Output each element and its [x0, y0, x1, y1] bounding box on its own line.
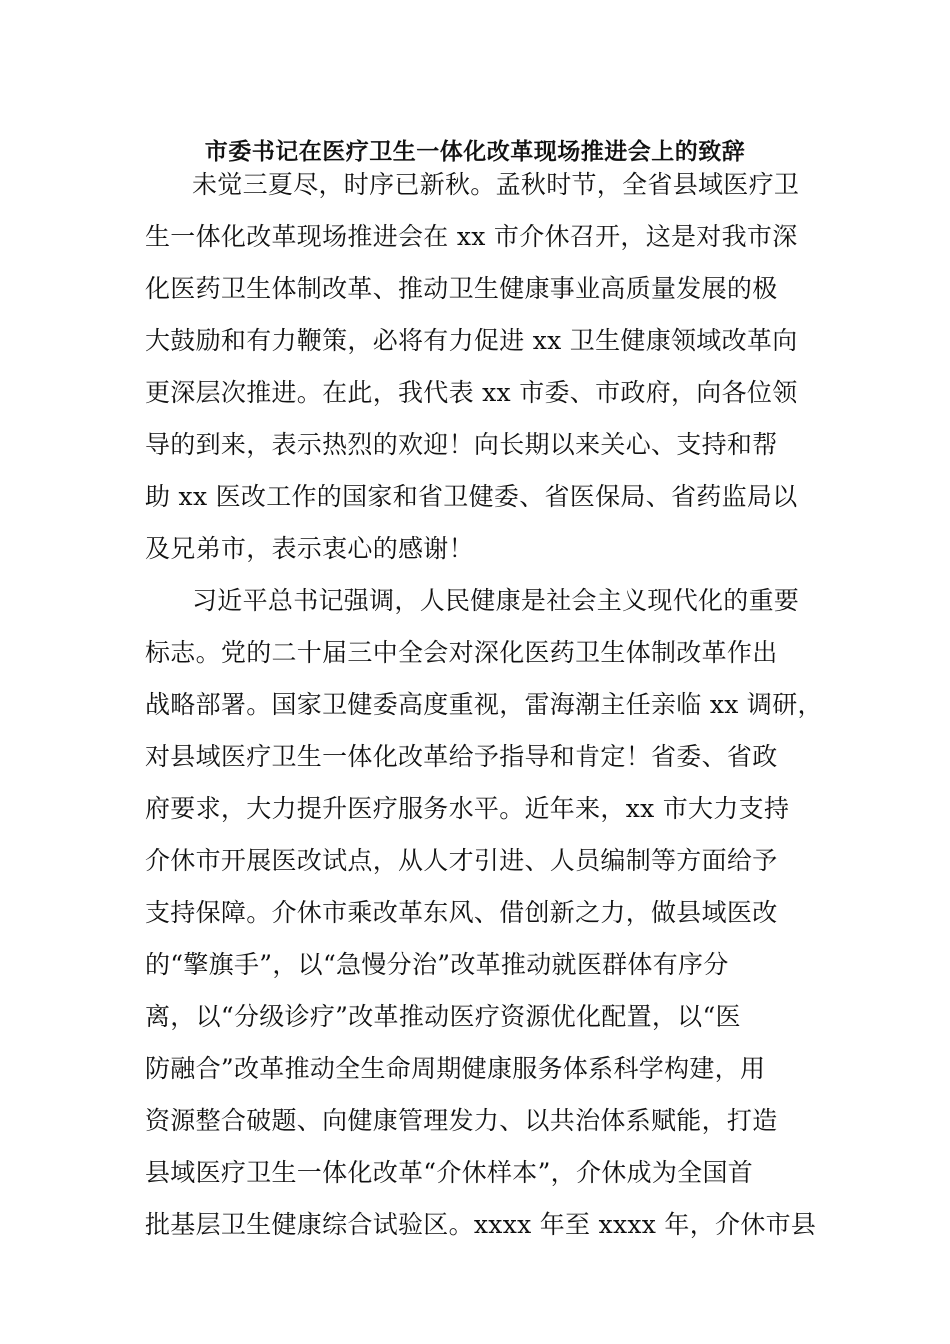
paragraph-1-line-4: 大鼓励和有力鞭策，必将有力促进 xx 卫生健康领域改革向	[145, 326, 798, 355]
paragraph-2-line-7: 支持保障。介休市乘改革东风、借创新之力，做县域医改	[145, 898, 778, 927]
paragraph-2-line-1: 习近平总书记强调，人民健康是社会主义现代化的重要	[192, 586, 800, 615]
paragraph-1-line-3: 化医药卫生体制改革、推动卫生健康事业高质量发展的极	[145, 274, 778, 303]
paragraph-2-line-12: 县域医疗卫生一体化改革“介休样本”，介休成为全国首	[145, 1158, 754, 1187]
document-title: 市委书记在医疗卫生一体化改革现场推进会上的致辞	[204, 138, 746, 165]
paragraph-2-line-2: 标志。党的二十届三中全会对深化医药卫生体制改革作出	[145, 638, 778, 667]
paragraph-1-line-2: 生一体化改革现场推进会在 xx 市介休召开，这是对我市深	[145, 222, 798, 251]
paragraph-2-line-6: 介休市开展医改试点，从人才引进、人员编制等方面给予	[145, 846, 778, 875]
paragraph-1-line-6: 导的到来，表示热烈的欢迎！向长期以来关心、支持和帮	[145, 430, 778, 459]
paragraph-2-line-10: 防融合”改革推动全生命周期健康服务体系科学构建，用	[145, 1054, 766, 1083]
paragraph-1-line-1: 未觉三夏尽，时序已新秋。孟秋时节，全省县域医疗卫	[192, 170, 800, 199]
paragraph-2-line-4: 对县域医疗卫生一体化改革给予指导和肯定！省委、省政	[145, 742, 778, 771]
paragraph-2-line-8: 的“擎旗手”，以“急慢分治”改革推动就医群体有序分	[145, 950, 729, 979]
paragraph-2-line-5: 府要求，大力提升医疗服务水平。近年来，xx 市大力支持	[145, 794, 790, 823]
paragraph-1-line-8: 及兄弟市，表示衷心的感谢！	[145, 534, 474, 563]
paragraph-2-line-3: 战略部署。国家卫健委高度重视，雷海潮主任亲临 xx 调研，	[145, 690, 823, 719]
paragraph-2-line-11: 资源整合破题、向健康管理发力、以共治体系赋能，打造	[145, 1106, 778, 1135]
paragraph-1-line-7: 助 xx 医改工作的国家和省卫健委、省医保局、省药监局以	[145, 482, 798, 511]
paragraph-2-line-9: 离，以“分级诊疗”改革推动医疗资源优化配置，以“医	[145, 1002, 741, 1031]
paragraph-2-line-13: 批基层卫生健康综合试验区。xxxx 年至 xxxx 年，介休市县	[145, 1210, 817, 1239]
paragraph-1-line-5: 更深层次推进。在此，我代表 xx 市委、市政府，向各位领	[145, 378, 798, 407]
